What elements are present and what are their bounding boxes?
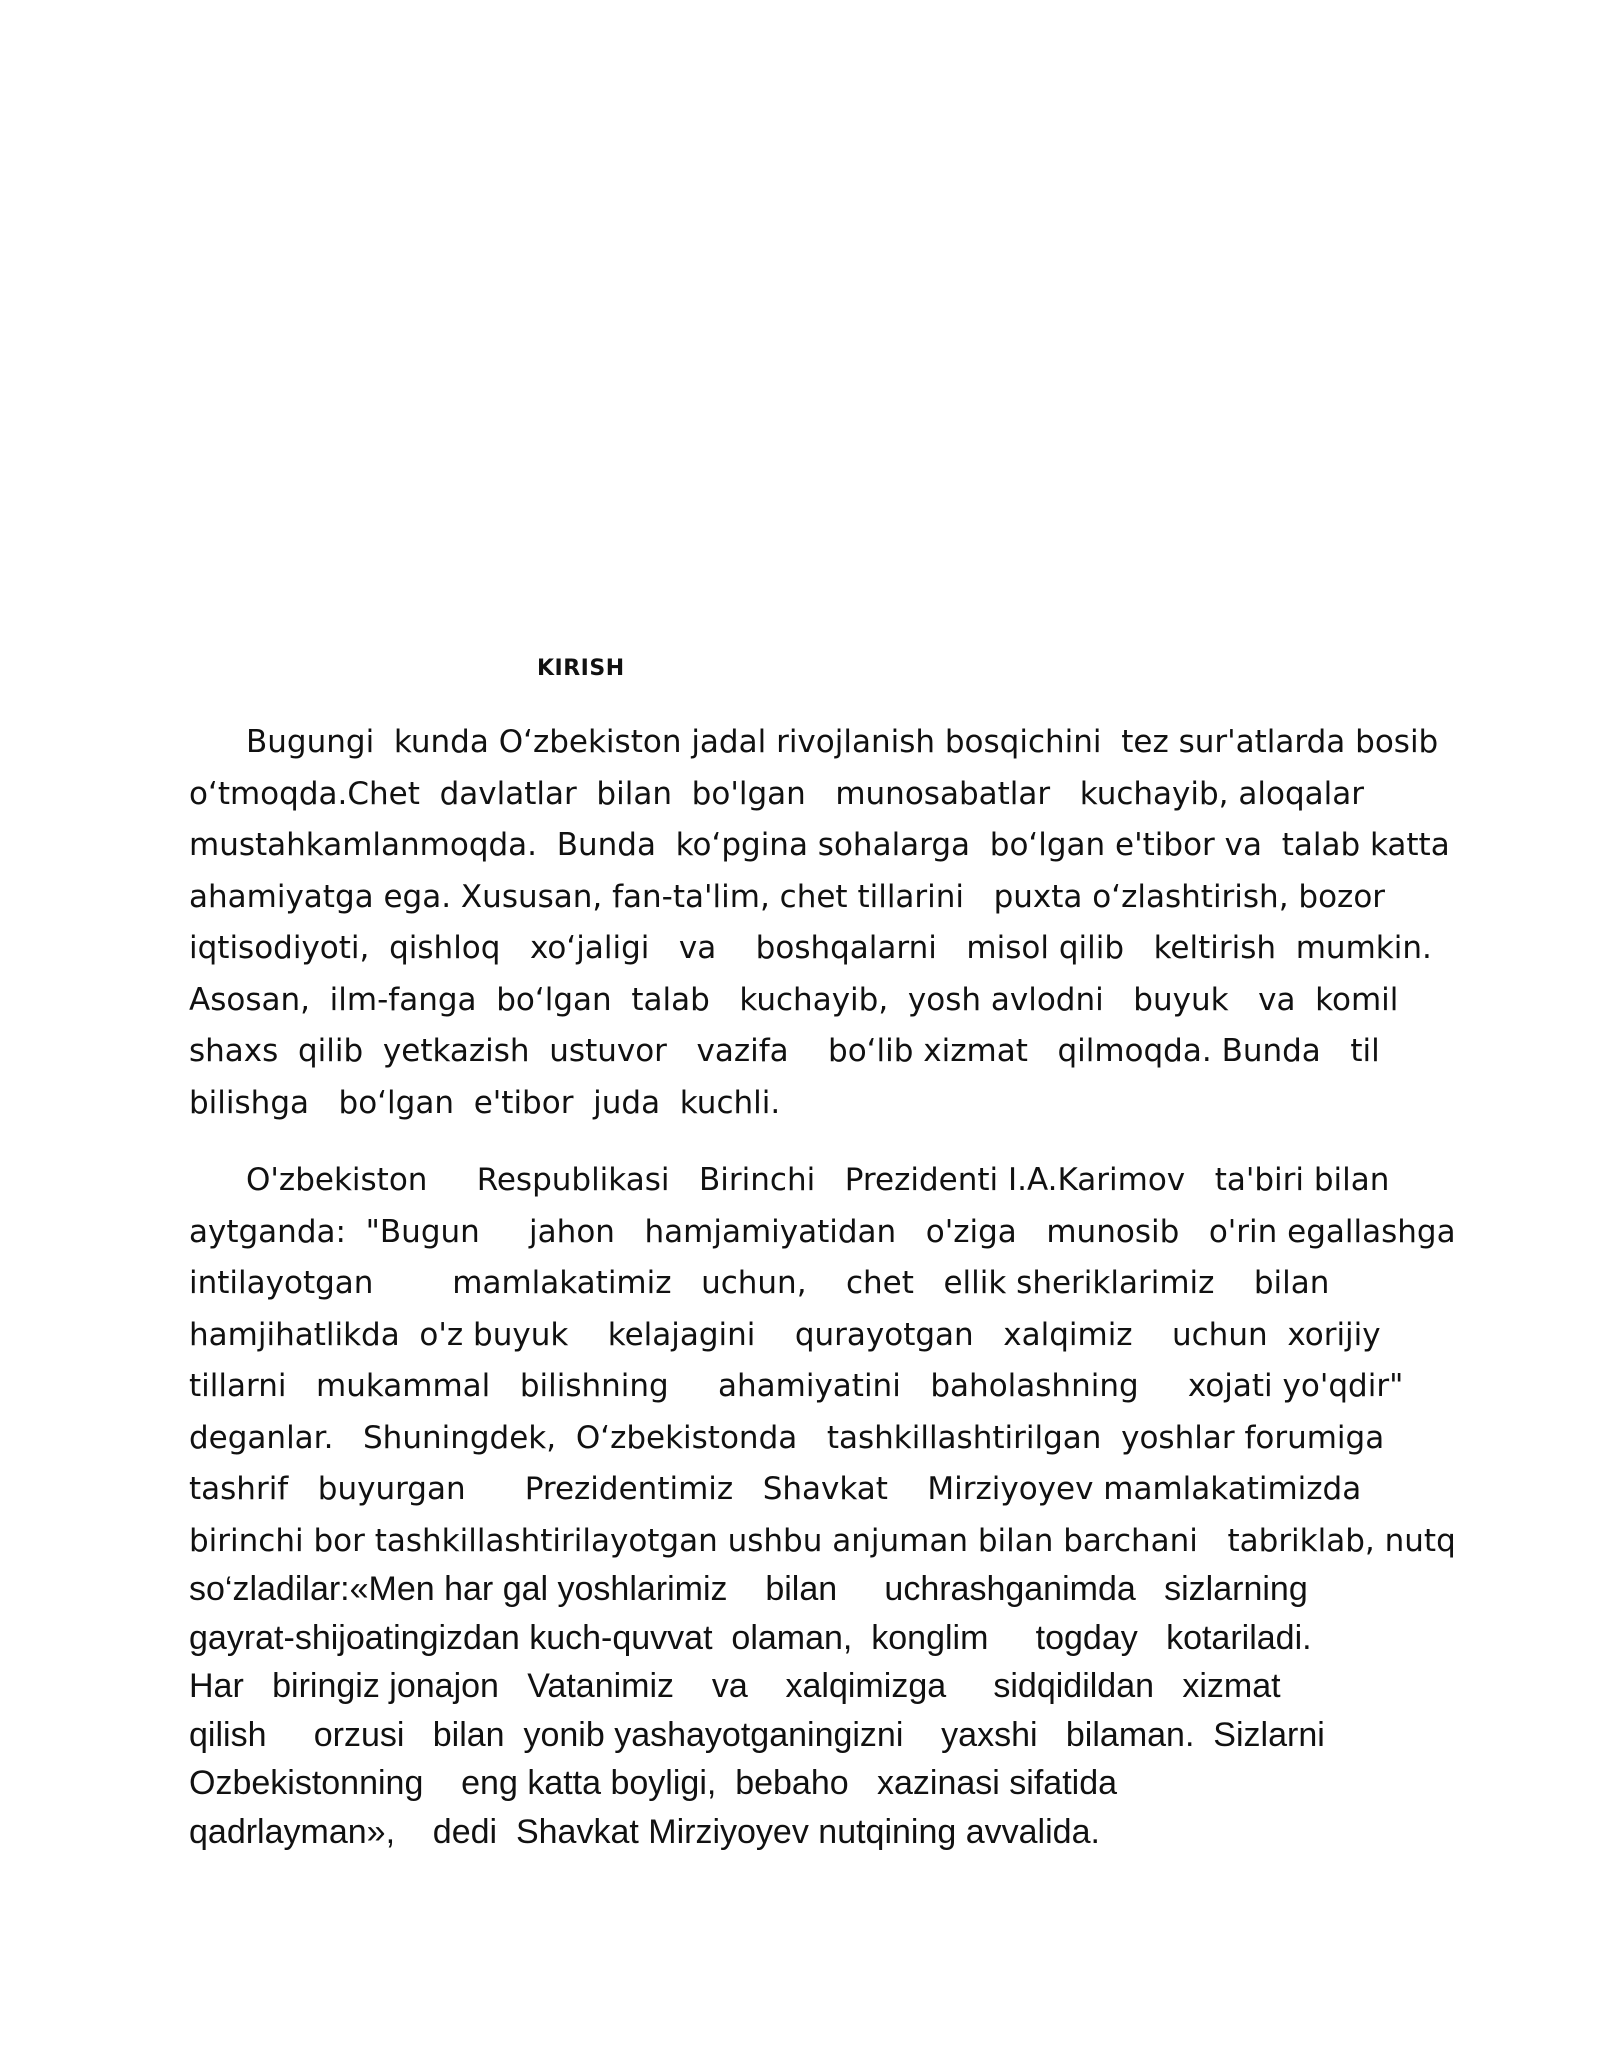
- text-line: aytganda: "Bugun jahon hamjamiyatidan o'ziga munosib o'rin egallashga: [189, 1213, 1456, 1250]
- text-line: O'zbekiston Respublikasi Birinchi Prezidenti I.A.Karimov ta'biri bilan: [246, 1162, 1390, 1198]
- text-line: gayrat-shijoatingizdan kuch-quvvat olaman, konglim togday kotariladi.: [189, 1618, 1312, 1657]
- paragraph-intro: [189, 717, 1450, 1129]
- text-line: so‘zladilar:«Men har gal yoshlarimiz bilan uchrashganimda sizlarning: [189, 1570, 1308, 1608]
- text-line: Har biringiz jonajon Vatanimiz va xalqimizga sidqidildan xizmat: [189, 1667, 1281, 1705]
- text-line: deganlar. Shuningdek, O‘zbekistonda tashkillashtirilgan yoshlar forumiga: [189, 1419, 1385, 1456]
- text-line: ahamiyatga ega. Xususan, fan-ta'lim, chet tillarini puxta o‘zlashtirish, bozor: [189, 878, 1386, 915]
- section-heading: KIRISH: [537, 656, 625, 681]
- text-line: Asosan, ilm-fanga bo‘lgan talab kuchayib, yosh avlodni buyuk va komil: [189, 981, 1399, 1018]
- paragraph-speech: [189, 1565, 1439, 1856]
- text-line: mustahkamlanmoqda. Bunda ko‘pgina sohalarga bo‘lgan e'tibor va talab katta: [189, 827, 1450, 863]
- text-line: qadrlayman», dedi Shavkat Mirziyoyev nutqining avvalida.: [189, 1812, 1100, 1851]
- text-line: iqtisodiyoti, qishloq xo‘jaligi va boshqalarni misol qilib keltirish mumkin.: [189, 930, 1432, 966]
- text-line: Ozbekistonning eng katta boyligi, bebaho xazinasi sifatida: [189, 1764, 1118, 1802]
- text-line: o‘tmoqda.Chet davlatlar bilan bo'lgan munosabatlar kuchayib, aloqalar: [189, 775, 1364, 812]
- paragraph-quote: [189, 1155, 1456, 1567]
- text-line: birinchi bor tashkillashtirilayotgan ushbu anjuman bilan barchani tabriklab, nutq: [189, 1522, 1456, 1559]
- text-line: bilishga bo‘lgan e'tibor juda kuchli.: [189, 1084, 781, 1121]
- text-line: qilish orzusi bilan yonib yashayotganingizni yaxshi bilaman. Sizlarni: [189, 1715, 1325, 1754]
- text-line: tashrif buyurgan Prezidentimiz Shavkat Mirziyoyev mamlakatimizda: [189, 1471, 1362, 1507]
- text-line: Bugungi kunda O‘zbekiston jadal rivojlanish bosqichini tez sur'atlarda bosib: [246, 724, 1439, 760]
- text-line: intilayotgan mamlakatimiz uchun, chet ellik sheriklarimiz bilan: [189, 1265, 1330, 1301]
- text-line: tillarni mukammal bilishning ahamiyatini baholashning xojati yo'qdir": [189, 1368, 1404, 1404]
- text-line: shaxs qilib yetkazish ustuvor vazifa bo‘lib xizmat qilmoqda. Bunda til: [189, 1033, 1380, 1069]
- text-line: hamjihatlikda o'z buyuk kelajagini qurayotgan xalqimiz uchun xorijiy: [189, 1316, 1381, 1353]
